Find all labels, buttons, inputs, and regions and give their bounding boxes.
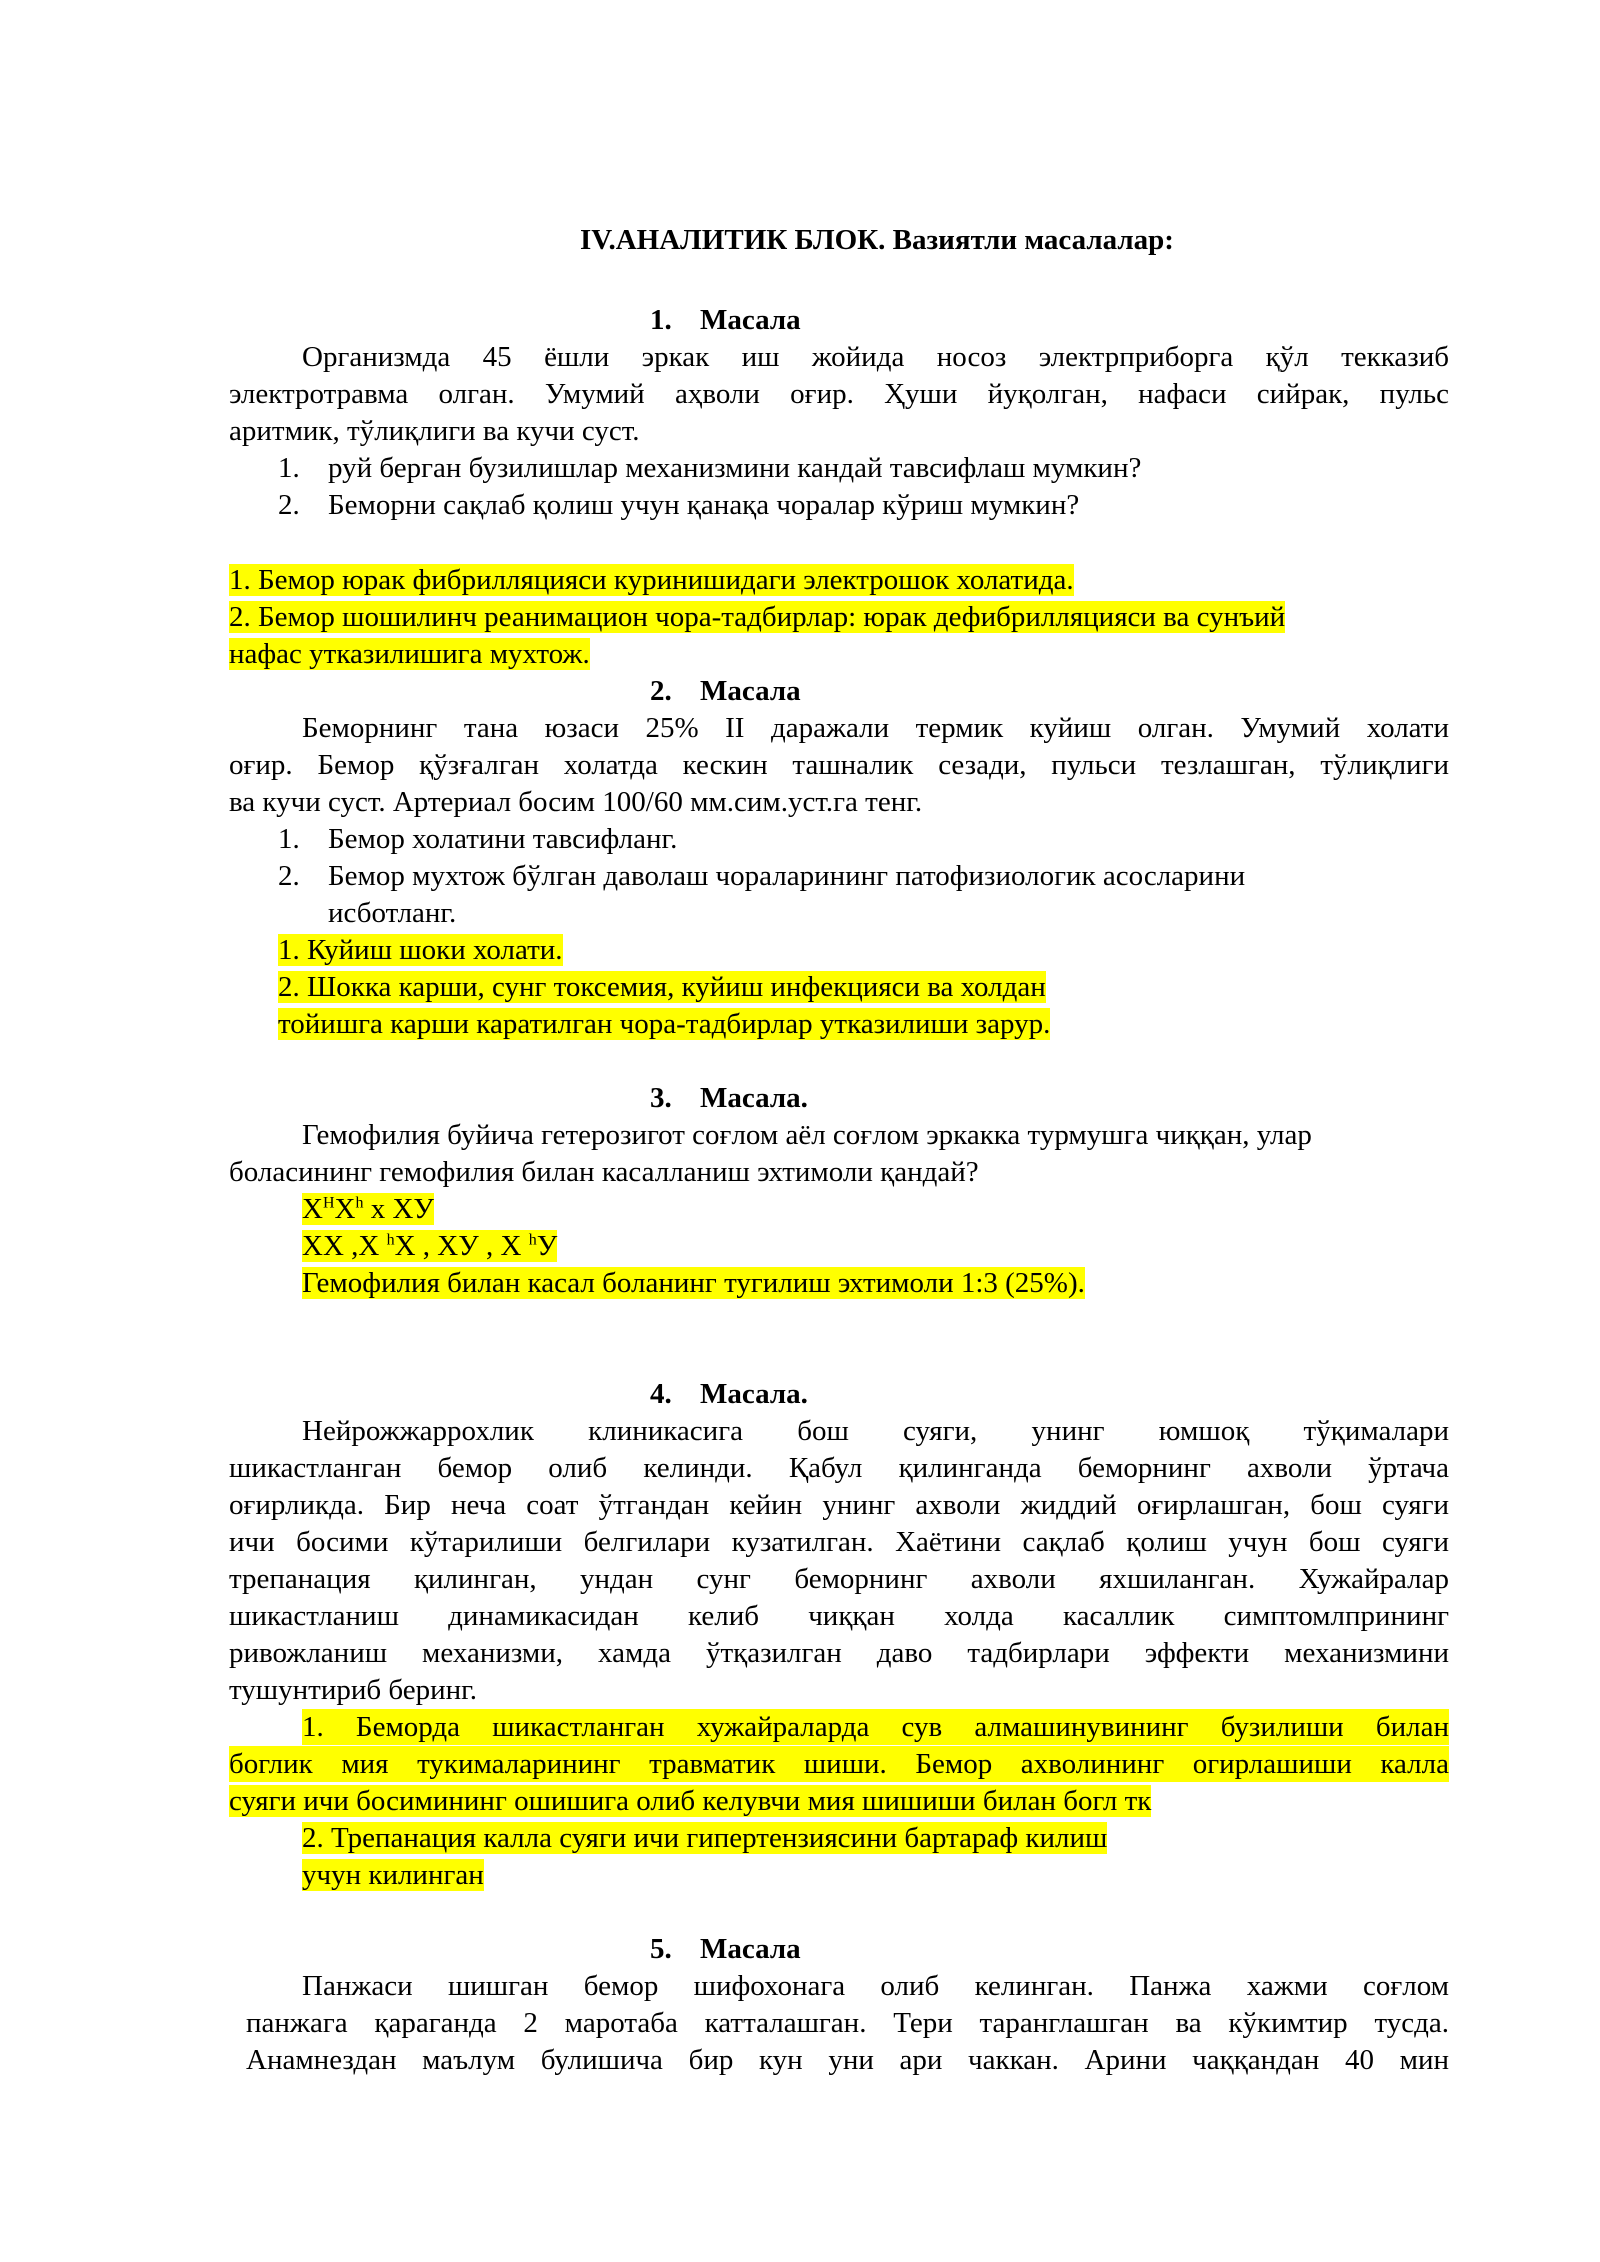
problem-4-heading: 4. Масала. [650,1378,808,1410]
problem-4-line: шикастланиш динамикасидан келиб чиққан холда касаллик симптомлпрининг [229,1600,1449,1632]
page-title: IV.АНАЛИТИК БЛОК. Вазиятли масалалар: [580,224,1174,256]
problem-4-answer: боглик мия тукималарининг травматик шиши. Бемор ахволининг огирлашиши калла [229,1748,1449,1780]
problem-4-answer: 1. Беморда шикастланган хужайраларда сув алмашинувининг бузилиши билан [302,1711,1449,1743]
problem-1-question: 1. руй берган бузилишлар механизмини кандай тавсифлаш мумкин? [278,452,1142,484]
problem-3-answer: Гемофилия билан касал боланинг тугилиш эхтимоли 1:3 (25%). [302,1267,1085,1299]
problem-2-answer: 1. Куйиш шоки холати. [278,934,563,966]
problem-3-line: Гемофилия буйича гетерозигот соғлом аёл соғлом эркакка турмушга чиққан, улар [302,1119,1312,1151]
problem-4-answer: учун килинган [302,1859,484,1891]
problem-1-answer: 1. Бемор юрак фибрилляцияси куринишидаги электрошок холатида. [229,564,1074,596]
problem-4-line: ривожланиш механизми, хамда ўтқазилган даво тадбирлари эффекти механизмини [229,1637,1449,1669]
problem-3-line: боласининг гемофилия билан касалланиш эхтимоли қандай? [229,1156,979,1188]
problem-4-line: шикастланган бемор олиб келинди. Қабул қилинганда беморнинг ахволи ўртача [229,1452,1449,1484]
problem-2-question: 1. Бемор холатини тавсифланг. [278,823,678,855]
problem-2-line: Беморнинг тана юзаси 25% II даражали термик куйиш олган. Умумий холати [302,712,1449,744]
problem-4-answer: суяги ичи босимининг ошишига олиб келувчи мия шишиши билан богл тк [229,1785,1152,1817]
problem-2-answer: 2. Шокка карши, сунг токсемия, куйиш инфекцияси ва холдан [278,971,1046,1003]
problem-2-question: 2. Бемор мухтож бўлган даволаш чораларининг патофизиологик асосларини [278,860,1246,892]
problem-1-line: Организмда 45 ёшли эркак иш жойида носоз электрприборга қўл текказиб [302,341,1449,373]
problem-1-question: 2. Беморни сақлаб қолиш учун қанақа чоралар кўриш мумкин? [278,489,1080,521]
problem-4-line: трепанация қилинган, ундан сунг беморнинг ахволи яхшиланган. Хужайралар [229,1563,1449,1595]
problem-4-line: оғирликда. Бир неча соат ўтгандан кейин унинг ахволи жиддий оғирлашган, бош суяги [229,1489,1449,1521]
problem-2-line: ва кучи суст. Артериал босим 100/60 мм.сим.уст.га тенг. [229,786,923,818]
problem-4-answer: 2. Трепанация калла суяги ичи гипертензиясини бартараф килиш [302,1822,1108,1854]
problem-5-line: панжага қараганда 2 маротаба катталашган. Тери таранглашган ва кўкимтир тусда. [246,2007,1449,2039]
problem-4-line: ичи босими кўтарилиши белгилари кузатилган. Хаётини сақлаб қолиш учун бош суяги [229,1526,1449,1558]
problem-1-line: аритмик, тўлиқлиги ва кучи суст. [229,415,640,447]
problem-2-question-cont: исботланг. [328,897,457,929]
problem-5-heading: 5. Масала [650,1933,801,1965]
problem-1-answer: нафас утказилишига мухтож. [229,638,590,670]
problem-2-answer: тойишга карши каратилган чора-тадбирлар утказилиши зарур. [278,1008,1051,1040]
problem-5-line: Анамнездан маълум булишича бир кун уни ари чаккан. Арини чаққандан 40 мин [246,2044,1449,2076]
problem-5-line: Панжаси шишган бемор шифохонага олиб келинган. Панжа хажми соғлом [302,1970,1449,2002]
genotype-offspring: ХХ ,Х $^h$Х , ХУ , Х $^h$У [302,1230,558,1262]
problem-2-heading: 2. Масала [650,675,801,707]
problem-2-line: оғир. Бемор қўзғалган холатда кескин ташналик сезади, пульси тезлашган, тўлиқлиги [229,749,1449,781]
problem-4-line: тушунтириб беринг. [229,1674,478,1706]
problem-4-line: Нейрожжаррохлик клиникасига бош суяги, унинг юмшоқ тўқималари [302,1415,1449,1447]
problem-1-answer: 2. Бемор шошилинч реанимацион чора-тадбирлар: юрак дефибрилляцияси ва сунъий [229,601,1286,633]
genotype-cross: $Х^НХ^h$ х ХУ [302,1193,434,1225]
problem-1-line: электротравма олган. Умумий аҳволи оғир. Ҳуши йуқолган, нафаси сийрак, пульс [229,378,1449,410]
problem-3-heading: 3. Масала. [650,1082,808,1114]
problem-1-heading: 1. Масала [650,304,801,336]
